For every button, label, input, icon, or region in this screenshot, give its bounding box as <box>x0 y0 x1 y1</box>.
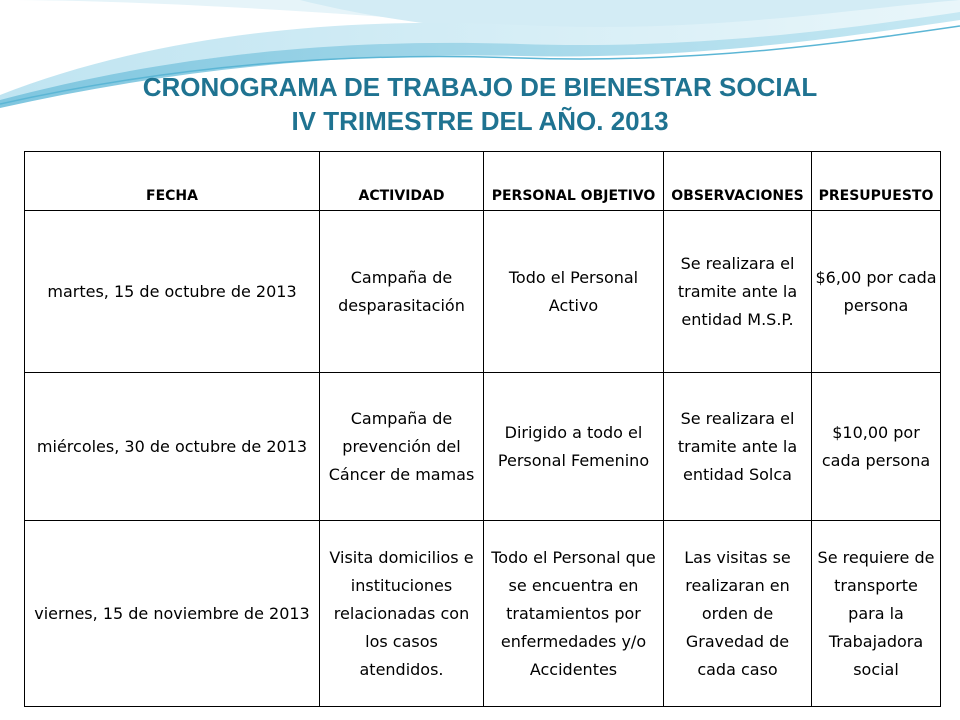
header-fecha: FECHA <box>25 152 320 211</box>
header-personal-objetivo: PERSONAL OBJETIVO <box>484 152 664 211</box>
table-row <box>25 521 941 707</box>
cell-personal-objetivo: Todo el Personal Activo <box>484 211 664 373</box>
cell-presupuesto: Se requiere de transporte para la Trabajadora social <box>812 521 941 707</box>
cell-fecha: miércoles, 30 de octubre de 2013 <box>25 373 320 521</box>
cell-fecha: martes, 15 de octubre de 2013 <box>25 211 320 373</box>
table-row <box>25 211 941 373</box>
cell-presupuesto: $6,00 por cada persona <box>812 211 941 373</box>
cell-presupuesto: $10,00 por cada persona <box>812 373 941 521</box>
cell-personal-objetivo: Dirigido a todo el Personal Femenino <box>484 373 664 521</box>
header-actividad: ACTIVIDAD <box>320 152 484 211</box>
table-row <box>25 373 941 521</box>
cell-actividad: Visita domicilios e instituciones relacionadas con los casos atendidos. <box>320 521 484 707</box>
cell-observaciones: Las visitas se realizaran en orden de Gravedad de cada caso <box>664 521 812 707</box>
cell-actividad: Campaña de desparasitación <box>320 211 484 373</box>
cell-observaciones: Se realizara el tramite ante la entidad Solca <box>664 373 812 521</box>
header-presupuesto: PRESUPUESTO <box>812 152 941 211</box>
table-header-row <box>25 152 941 211</box>
title-line-2: IV TRIMESTRE DEL AÑO. 2013 <box>291 106 669 136</box>
page-title <box>0 70 960 138</box>
cell-personal-objetivo: Todo el Personal que se encuentra en tratamientos por enfermedades y/o Accidentes <box>484 521 664 707</box>
cell-actividad: Campaña de prevención del Cáncer de mamas <box>320 373 484 521</box>
cell-fecha: viernes, 15 de noviembre de 2013 <box>25 521 320 707</box>
schedule-table <box>24 151 941 707</box>
header-observaciones: OBSERVACIONES <box>664 152 812 211</box>
cell-observaciones: Se realizara el tramite ante la entidad M.S.P. <box>664 211 812 373</box>
title-line-1: CRONOGRAMA DE TRABAJO DE BIENESTAR SOCIAL <box>142 72 818 102</box>
